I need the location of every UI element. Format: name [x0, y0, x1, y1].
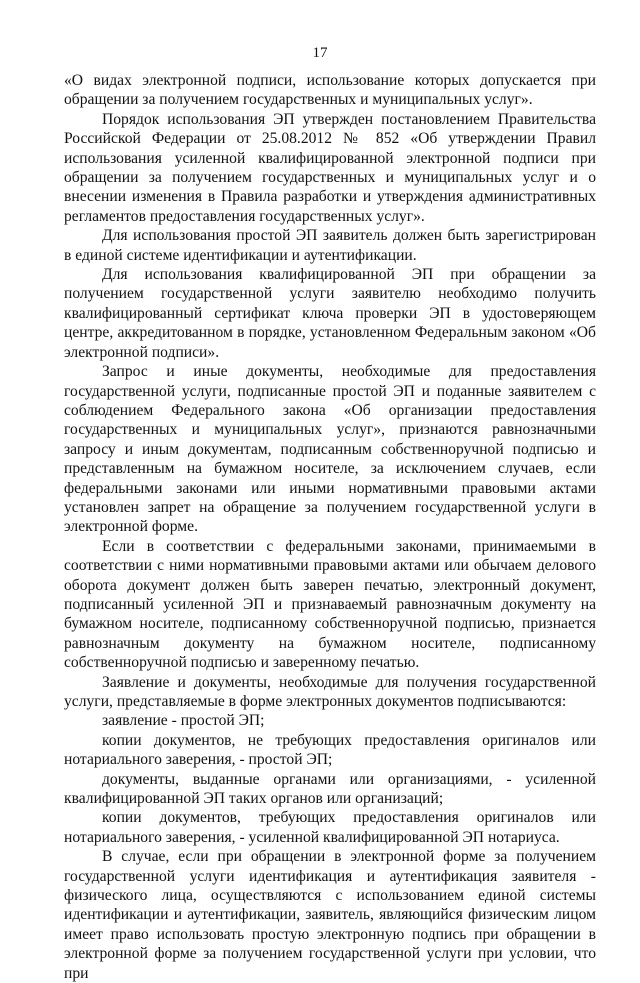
paragraph: «О видах электронной подписи, использование которых допускается при обращении за получением государственных и муниципальных услуг». — [64, 72, 596, 109]
page-number: 17 — [312, 45, 328, 61]
paragraph: заявление - простой ЭП; — [102, 712, 265, 730]
paragraph: Для использования простой ЭП заявитель должен быть зарегистрирован в единой системе идентификации и аутентификации. — [64, 227, 596, 264]
paragraph: Если в соответствии с федеральными законами, принимаемыми в соответствии с ними нормативными правовыми актами или обычаем делового оборота документ должен быть заверен печатью, электронный документ, подписанный усиленной ЭП и признаваемый равнозначным документу на бумажном носителе, подписанному собственноручной подписью, признается равнозначным документу на бумажном носителе, подписанному собственноручной подписью и заверенному печатью. — [64, 537, 596, 672]
paragraph: документы, выданные органами или организациями, - усиленной квалифицированной ЭП таких органов или организаций; — [64, 770, 596, 808]
paragraph: В случае, если при обращении в электронной форме за получением государственной услуги идентификация и аутентификация заявителя - физического лица, осуществляются с использованием единой системы идентификации и аутентификации, заявитель, являющийся физическим лицом имеет право использовать простую электронную подпись при обращении в электронной форме за получением государственной услуги при условии, что при — [64, 848, 596, 982]
paragraph: Порядок использования ЭП утвержден постановлением Правительства Российской Федерации от 25.08.2012 № 852 «Об утверждении Правил использования усиленной квалифицированной электронной подписи при обращении за получением государственных и муниципальных услуг и о внесении изменения в Правила разработки и утверждения административных регламентов предоставления государственных услуг». — [64, 110, 596, 225]
document-body — [64, 71, 596, 983]
paragraph: копии документов, не требующих предоставления оригиналов или нотариального заверения, - простой ЭП; — [64, 731, 596, 769]
paragraph: Заявление и документы, необходимые для получения государственной услуги, представляемые в форме электронных документов подписываются: — [64, 673, 596, 710]
paragraph: Для использования квалифицированной ЭП при обращении за получением государственной услуги заявителю необходимо получить квалифицированный сертификат ключа проверки ЭП в удостоверяющем центре, аккредитованном в порядке, установленном Федеральным законом «Об электронной подписи». — [64, 266, 596, 361]
paragraph: копии документов, требующих предоставления оригиналов или нотариального заверения, - усиленной квалифицированной ЭП нотариуса. — [64, 809, 596, 846]
paragraph: Запрос и иные документы, необходимые для предоставления государственной услуги, подписанные простой ЭП и поданные заявителем с соблюдением Федерального закона «Об организации предоставления государственных и муниципальных услуг», признаются равнозначными запросу и иным документам, подписанным собственноручной подписью и представленным на бумажном носителе, за исключением случаев, если федеральными законами или иными нормативными правовыми актами установлен запрет на обращение за получением государственной услуги в электронной форме. — [64, 363, 596, 536]
